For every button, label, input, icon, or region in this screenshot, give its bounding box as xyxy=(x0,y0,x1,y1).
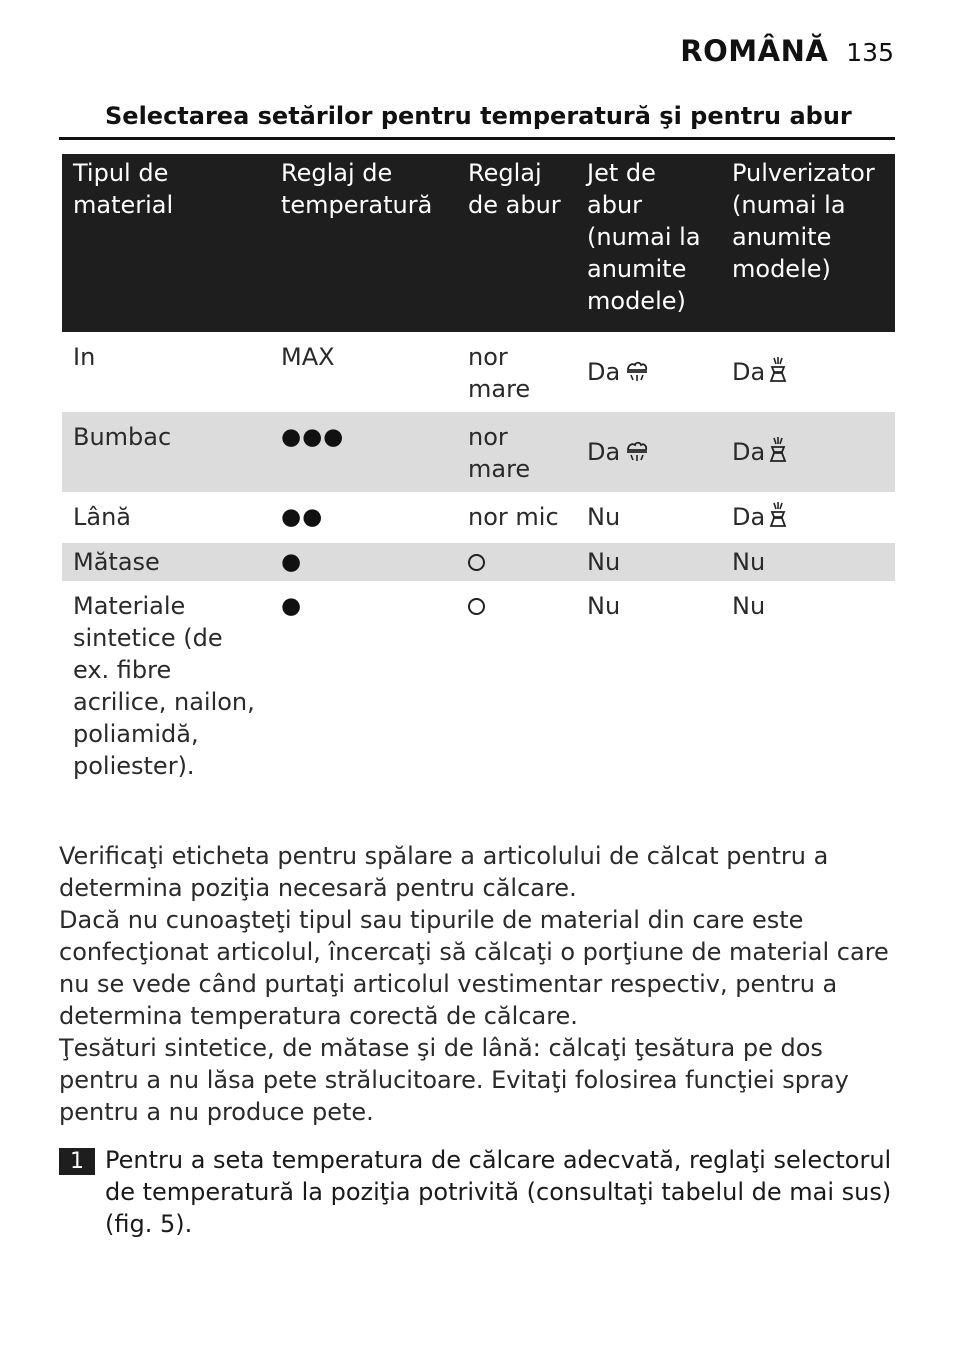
header-material: Tipul de material xyxy=(62,154,270,332)
language-label: ROMÂNĂ xyxy=(680,34,829,68)
steam-cell: nor mic xyxy=(468,503,559,531)
steam-off-symbol xyxy=(468,554,485,571)
page-header xyxy=(680,34,894,74)
temperature-cell: ●●● xyxy=(270,412,457,492)
paragraph: Ţesături sintetice, de mătase şi de lână: călcaţi ţesătura pe dos pentru a nu lăsa pete strălucitoare. Evitaţi folosirea funcţiei spray pentru a nu produce pete. xyxy=(59,1034,849,1126)
table-header-row xyxy=(62,154,895,332)
material-cell: Lână xyxy=(73,503,131,531)
temperature-cell: ● xyxy=(281,593,303,619)
temperature-cell: ●● xyxy=(281,504,324,530)
steam-shot-cell xyxy=(576,412,721,492)
spray-cell xyxy=(721,412,895,492)
steam-shot-value: Da xyxy=(587,357,621,386)
steam-cell: nor mare xyxy=(457,412,576,492)
material-cell: Mătase xyxy=(62,543,270,581)
title-rule xyxy=(59,137,895,140)
material-cell: In xyxy=(73,343,96,371)
spray-cell xyxy=(721,492,895,543)
page-number: 135 xyxy=(846,38,894,67)
steam-shot-icon xyxy=(624,439,650,471)
header-steam-shot: Jet de abur (numai la anumite modele) xyxy=(576,154,721,332)
spray-icon xyxy=(769,502,787,536)
steam-shot-cell: Nu xyxy=(587,592,621,620)
header-spray: Pulverizator (numai la anumite modele) xyxy=(721,154,895,332)
spray-value: Da xyxy=(732,437,766,466)
paragraph: Verificaţi eticheta pentru spălare a articolului de călcat pentru a determina poziţia necesară pentru călcare. xyxy=(59,842,829,902)
spray-cell: Nu xyxy=(721,543,895,581)
spray-value: Da xyxy=(732,503,766,531)
spray-cell xyxy=(721,332,895,412)
material-cell: Materiale sintetice (de ex. fibre acrilice, nailon, poliamidă, poliester). xyxy=(73,592,255,780)
paragraph: Dacă nu cunoaşteţi tipul sau tipurile de material din care este confecţionat articolul, încercaţi să călcaţi o porţiune de material care nu se vede când purtaţi articolul vestimentar respectiv, pentru a determina temperatura corectă de călcare. xyxy=(59,906,889,1030)
steam-off-symbol xyxy=(468,598,485,615)
settings-table xyxy=(62,154,895,789)
material-cell: Bumbac xyxy=(62,412,270,492)
steam-cell xyxy=(457,581,576,789)
steam-shot-cell: Nu xyxy=(587,503,621,531)
spray-cell: Nu xyxy=(732,592,766,620)
temperature-cell: ● xyxy=(270,543,457,581)
steam-shot-cell: Nu xyxy=(576,543,721,581)
table-row xyxy=(62,492,895,543)
spray-value: Da xyxy=(732,357,766,386)
table-row xyxy=(62,581,895,789)
spray-icon xyxy=(769,357,787,391)
temperature-cell: MAX xyxy=(281,343,335,371)
step-text: Pentru a seta temperatura de călcare adecvată, reglaţi selectorul de temperatură la poziţia potrivită (consultaţi tabelul de mai sus) (fig. 5). xyxy=(105,1146,892,1238)
step-number-badge: 1 xyxy=(59,1148,95,1175)
steam-cell: nor mare xyxy=(468,343,531,403)
table-row xyxy=(62,332,895,412)
steam-shot-cell xyxy=(576,332,721,412)
steam-shot-value: Da xyxy=(587,437,621,466)
steam-shot-icon xyxy=(624,359,650,391)
header-temperature: Reglaj de temperatură xyxy=(270,154,457,332)
section-title: Selectarea setărilor pentru temperatură şi pentru abur xyxy=(105,102,852,130)
table-row xyxy=(62,543,895,581)
table-row xyxy=(62,412,895,492)
body-text xyxy=(59,840,899,1128)
header-steam: Reglaj de abur xyxy=(457,154,576,332)
steam-cell xyxy=(457,543,576,581)
spray-icon xyxy=(769,437,787,471)
